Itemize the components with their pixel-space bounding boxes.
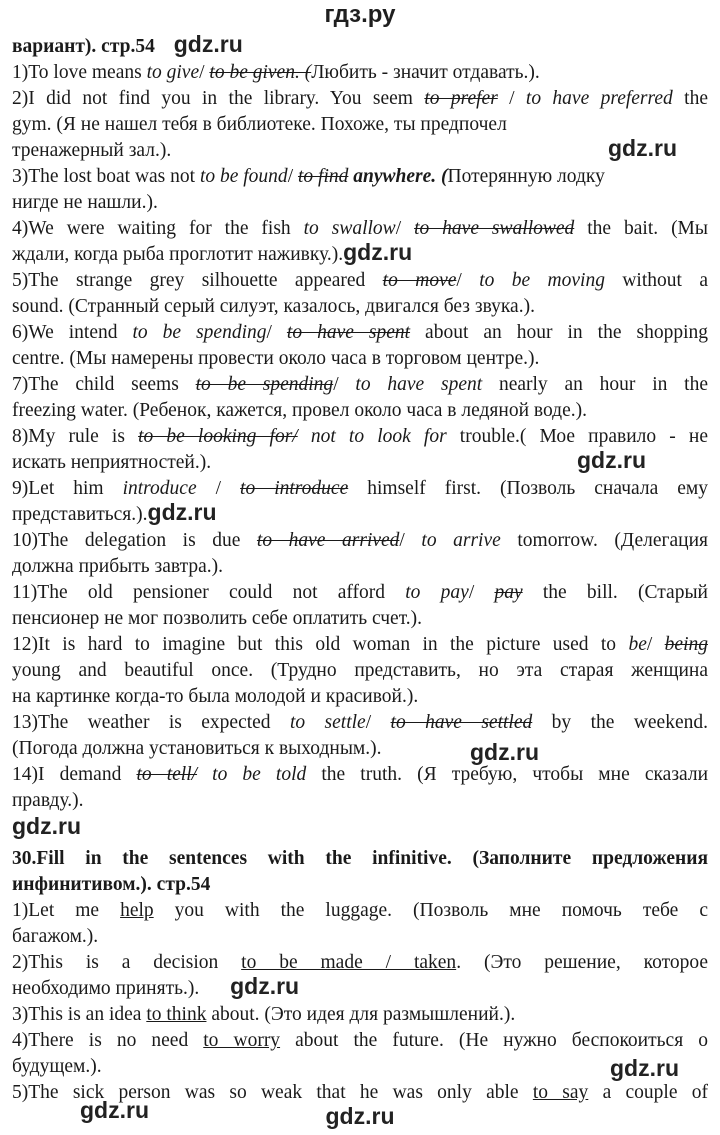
item-text: trouble.( Мое правило - не — [446, 426, 708, 447]
item-text: The child seems — [28, 374, 196, 395]
item-number: 4) — [12, 218, 29, 239]
watermark: gdz.ru — [577, 447, 646, 473]
item-text: himself first. (Позволь сначала ему — [348, 478, 708, 499]
list-item-continued: должна прибыть завтра.). — [12, 556, 224, 577]
item-text: the — [672, 88, 708, 109]
item-text: nearly an hour in the — [482, 374, 708, 395]
item-text: Let him — [28, 478, 123, 499]
watermark: gdz.ru — [230, 973, 300, 999]
exercise-heading: 30.Fill in the sentences with the infinitive. (Заполните предложения — [12, 848, 708, 869]
item-text: The lost boat was not — [28, 166, 200, 187]
item-text: представиться.). — [12, 504, 148, 525]
item-text: To love means — [28, 62, 147, 83]
separator — [197, 764, 212, 785]
list-item-continued — [12, 973, 708, 1002]
item-text: without a — [604, 270, 708, 291]
correct-answer: to have preferred — [525, 88, 673, 109]
struck-answer: to have arrived — [256, 530, 400, 551]
item-text: The delegation is due — [38, 530, 257, 551]
list-item — [12, 950, 708, 976]
list-item-continued: на картинке когда-то была молодой и красивой.). — [12, 686, 419, 707]
list-item-continued — [12, 239, 708, 268]
item-text: There is no need — [28, 1030, 204, 1051]
item-text: This is an idea — [28, 1004, 147, 1025]
watermark: gdz.ru — [610, 1055, 679, 1081]
item-number: 9) — [12, 478, 29, 499]
item-text: искать неприятностей.). — [12, 452, 212, 473]
separator: / — [646, 634, 665, 655]
item-text: Потерянную лодку — [447, 166, 605, 187]
separator — [298, 426, 311, 447]
struck-answer: to have swallowed — [414, 218, 575, 239]
list-item — [12, 476, 708, 502]
separator: / — [196, 478, 241, 499]
struck-answer: to be looking for/ — [138, 426, 298, 447]
list-item-continued — [12, 499, 708, 528]
item-number: 2) — [12, 88, 29, 109]
list-item-continued: багажом.). — [12, 926, 99, 947]
answer: help — [120, 900, 154, 921]
correct-answer: to settle — [289, 712, 366, 733]
watermark: gdz.ru — [343, 239, 413, 265]
watermark: gdz.ru — [608, 135, 677, 161]
list-item — [12, 268, 708, 294]
list-item-continued: пенсионер не мог позволить себе оплатить счет.). — [12, 608, 423, 629]
item-number: 8) — [12, 426, 29, 447]
item-text: about. (Это идея для размышлений.). — [206, 1004, 516, 1025]
correct-answer: to arrive — [421, 530, 501, 551]
item-number: 4) — [12, 1030, 29, 1051]
item-text: This is a decision — [28, 952, 242, 973]
item-number: 12) — [12, 634, 38, 655]
item-text: a couple of — [588, 1082, 708, 1103]
watermark: gdz.ru — [173, 31, 243, 57]
list-item — [12, 320, 708, 346]
correct-answer: not to look for — [310, 426, 447, 447]
answer: to be made / taken — [241, 952, 457, 973]
item-text: Любить - значит отдавать.). — [311, 62, 540, 83]
site-header: гдз.ру — [324, 1, 396, 28]
list-item — [12, 710, 708, 736]
list-item-continued — [12, 447, 708, 476]
item-text: The old pensioner could not afford — [37, 582, 406, 603]
separator: / — [199, 62, 210, 83]
separator: / — [333, 374, 356, 395]
struck-answer: being — [664, 634, 708, 655]
list-item — [12, 86, 708, 112]
list-item-continued: gym. (Я не нашел тебя в библиотеке. Похоже, ты предпочел — [12, 114, 507, 135]
struck-answer: to move — [382, 270, 457, 291]
item-text: тренажерный зал.). — [12, 140, 172, 161]
item-text: We were waiting for the fish — [28, 218, 304, 239]
list-item — [12, 164, 708, 190]
list-item — [12, 1002, 708, 1028]
correct-answer: to be found — [199, 166, 288, 187]
item-text: The weather is expected — [38, 712, 290, 733]
list-item — [12, 898, 708, 924]
item-text: the bill. (Старый — [522, 582, 708, 603]
list-item-continued: нигде не нашли.). — [12, 192, 158, 213]
struck-answer: to have spent — [286, 322, 411, 343]
correct-answer: to swallow — [303, 218, 396, 239]
item-text: ждали, когда рыба проглотит наживку.). — [12, 244, 344, 265]
struck-answer: to be given. ( — [209, 62, 312, 83]
item-number: 3) — [12, 1004, 29, 1025]
watermark-row — [12, 814, 708, 838]
struck-answer: to find — [297, 166, 349, 187]
footer-watermark: gdz.ru — [325, 1103, 395, 1129]
item-number: 6) — [12, 322, 29, 343]
separator: / — [365, 712, 391, 733]
item-text: It is hard to imagine but this old woman in the picture used to — [38, 634, 629, 655]
answer: to think — [146, 1004, 207, 1025]
item-text: My rule is — [28, 426, 139, 447]
item-text: about the future. (Не нужно беспокоиться о — [280, 1030, 708, 1051]
item-number: 5) — [12, 1082, 29, 1103]
item-text: the truth. (Я требую, чтобы мне сказали — [306, 764, 709, 785]
spacer — [12, 838, 708, 846]
list-item-continued — [12, 135, 708, 164]
separator: / — [266, 322, 287, 343]
watermark: gdz.ru — [80, 1097, 149, 1123]
item-text: tomorrow. (Делегация — [500, 530, 708, 551]
list-item — [12, 1028, 708, 1054]
list-item-continued: freezing water. (Ребенок, кажется, провел около часа в ледяной воде.). — [12, 400, 587, 421]
separator: / — [456, 270, 480, 291]
correct-answer: to pay — [405, 582, 469, 603]
document-body — [12, 31, 709, 1128]
list-item-continued: sound. (Странный серый силуэт, казалось, двигался без звука.). — [12, 296, 535, 317]
list-item-continued: centre. (Мы намерены провести около часа в торговом центре.). — [12, 348, 540, 369]
watermark: gdz.ru — [12, 813, 81, 839]
item-text: I did not find you in the library. You seem — [28, 88, 425, 109]
correct-answer: introduce — [122, 478, 197, 499]
list-item — [12, 60, 708, 86]
item-text: by the weekend. — [532, 712, 708, 733]
item-number: 10) — [12, 530, 38, 551]
list-item — [12, 580, 708, 606]
item-text: The strange grey silhouette appeared — [28, 270, 383, 291]
separator: / — [497, 88, 526, 109]
item-text: you with the luggage. (Позволь мне помочь тебе с — [153, 900, 708, 921]
list-item — [12, 762, 708, 788]
item-text: будущем.). — [12, 1056, 102, 1077]
item-number: 14) — [12, 764, 38, 785]
separator: / — [399, 530, 422, 551]
item-number: 13) — [12, 712, 38, 733]
item-text: We intend — [28, 322, 133, 343]
item-text: . (Это решение, которое — [456, 952, 708, 973]
list-item-continued: young and beautiful once. (Трудно представить, но эта старая женщина — [12, 660, 708, 681]
list-item-continued — [12, 1054, 708, 1080]
item-number: 3) — [12, 166, 29, 187]
page-title — [12, 31, 708, 60]
title-text: вариант). стр.54 — [12, 36, 155, 57]
item-number: 5) — [12, 270, 29, 291]
list-item-continued — [12, 736, 708, 765]
item-text: anywhere. ( — [348, 166, 448, 187]
item-text: (Погода должна установиться к выходным.). — [12, 738, 382, 759]
watermark: gdz.ru — [147, 499, 217, 525]
correct-answer: to be told — [212, 764, 307, 785]
item-number: 1) — [12, 62, 29, 83]
correct-answer: to give — [146, 62, 200, 83]
item-number: 7) — [12, 374, 29, 395]
exercise-heading: инфинитивом.). стр.54 — [12, 874, 211, 895]
answer: to say — [532, 1082, 589, 1103]
list-item-continued: правду.). — [12, 790, 84, 811]
struck-answer: to be spending — [195, 374, 334, 395]
struck-answer: to introduce — [240, 478, 349, 499]
struck-answer: to tell/ — [136, 764, 198, 785]
separator: / — [468, 582, 495, 603]
correct-answer: to have spent — [355, 374, 483, 395]
item-text: Let me — [28, 900, 121, 921]
watermark: gdz.ru — [470, 739, 539, 765]
correct-answer: be — [628, 634, 647, 655]
list-item — [12, 528, 708, 554]
separator: / — [395, 218, 415, 239]
item-text: необходимо принять.). — [12, 978, 200, 999]
item-text: I demand — [38, 764, 137, 785]
separator: / — [287, 166, 298, 187]
correct-answer: to be spending — [132, 322, 267, 343]
list-item — [12, 372, 708, 398]
item-number: 2) — [12, 952, 29, 973]
struck-answer: to have settled — [390, 712, 533, 733]
item-number: 11) — [12, 582, 38, 603]
answer: to worry — [203, 1030, 281, 1051]
item-text: about an hour in the shopping — [410, 322, 709, 343]
item-text: The sick person was so weak that he was only able — [28, 1082, 533, 1103]
item-number: 1) — [12, 900, 29, 921]
list-item — [12, 632, 708, 658]
item-text: the bait. (Мы — [574, 218, 708, 239]
struck-answer: pay — [494, 582, 523, 603]
struck-answer: to prefer — [424, 88, 498, 109]
correct-answer: to be moving — [479, 270, 605, 291]
